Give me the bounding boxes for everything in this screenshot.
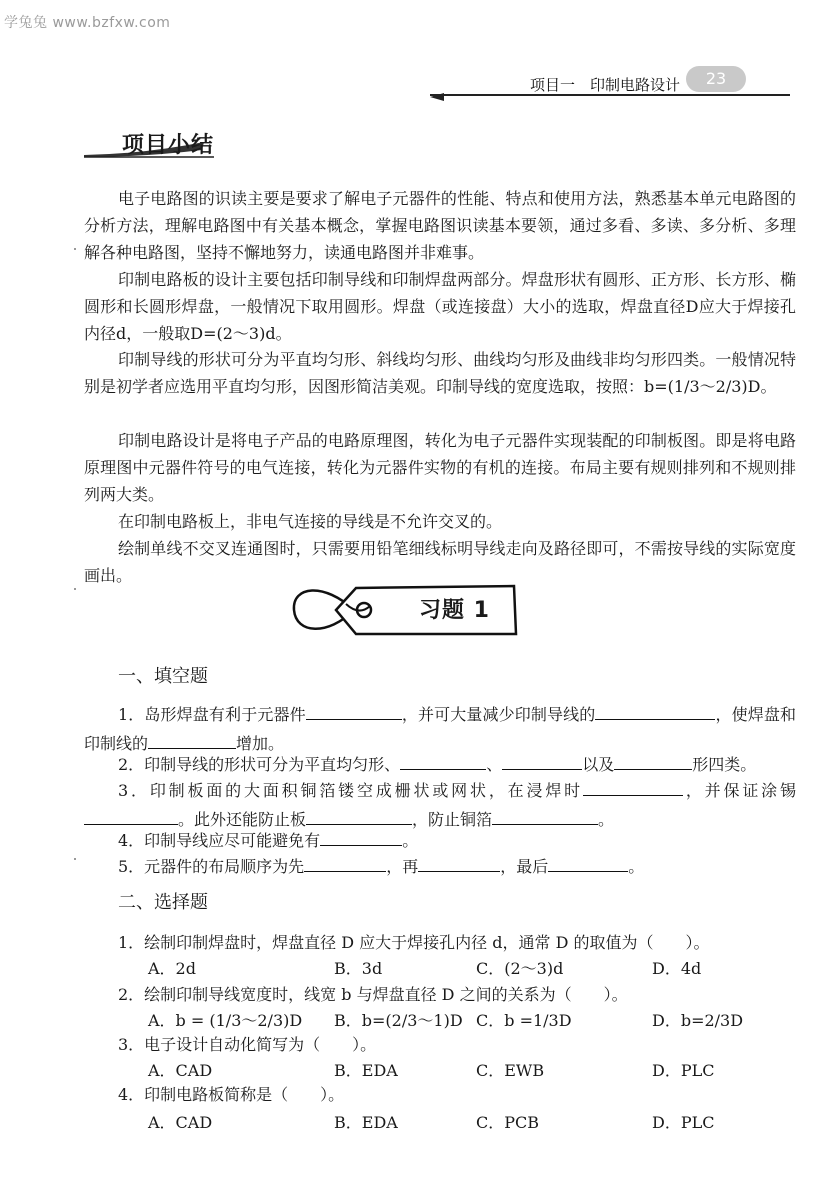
fill-in-question-2 xyxy=(84,750,796,779)
choice-option[interactable]: B．EDA xyxy=(334,1113,398,1132)
page-header xyxy=(430,66,790,100)
summary-title: 项目小结 xyxy=(122,133,215,158)
choice-question-4: 4．印制电路板简称是（ ）。 xyxy=(118,1085,345,1104)
choice-heading: 二、选择题 xyxy=(118,892,208,913)
q3-text-e: 。 xyxy=(598,810,615,829)
q1-text-d: 增加。 xyxy=(236,734,285,753)
answer-blank[interactable] xyxy=(418,855,500,872)
choice-question-3: 3．电子设计自动化简写为（ ）。 xyxy=(118,1035,377,1054)
answer-blank[interactable] xyxy=(306,808,412,825)
q3-text-b: ，并保证涂锡 xyxy=(682,781,796,800)
choice-option[interactable]: C．b =1/3D xyxy=(476,1011,572,1030)
scan-speck xyxy=(74,858,76,860)
answer-blank[interactable] xyxy=(492,808,598,825)
q2-text-c: 以及 xyxy=(582,755,615,774)
q5-text-b: ，再 xyxy=(386,857,419,876)
choice-option[interactable]: B．b=(2/3～1)D xyxy=(334,1011,463,1030)
fill-in-heading: 一、填空题 xyxy=(118,666,208,687)
exercise-title: 习题 1 xyxy=(419,598,490,623)
scan-speck xyxy=(74,248,76,250)
fill-in-question-5 xyxy=(84,852,796,881)
choice-option[interactable]: A．CAD xyxy=(148,1061,213,1080)
answer-blank[interactable] xyxy=(548,855,628,872)
answer-blank[interactable] xyxy=(84,808,178,825)
q5-text-a: 5．元器件的布局顺序为先 xyxy=(118,857,305,876)
summary-paragraph-4: 印制电路设计是将电子产品的电路原理图，转化为电子元器件实现装配的印制板图。即是将电路原理图中元器件符号的电气连接，转化为元器件实物的有机的连接。布局主要有规则排列和不规则排列两大类。 xyxy=(84,431,796,504)
summary-paragraph-5: 在印制电路板上，非电气连接的导线是不允许交叉的。 xyxy=(118,512,503,531)
page-number-badge: 23 xyxy=(686,66,746,92)
summary-paragraph-6: 绘制单线不交叉连通图时，只需要用铅笔细线标明导线走向及路径即可，不需按导线的实际宽度画出。 xyxy=(84,539,796,585)
q3-text-a: 3．印制板面的大面积铜箔镂空成栅状或网状，在浸焊时 xyxy=(118,781,583,800)
q2-text-b: 、 xyxy=(486,755,503,774)
choice-option[interactable]: A．b = (1/3～2/3)D xyxy=(148,1011,303,1030)
choice-option[interactable]: C．PCB xyxy=(476,1113,540,1132)
summary-paragraph-1: 电子电路图的识读主要是要求了解电子元器件的性能、特点和使用方法，熟悉基本单元电路图的分析方法，理解电路图中有关基本概念，掌握电路图识读基本要领，通过多看、多读、多分析、多理解各种电路图，坚持不懈地努力，读通电路图并非难事。 xyxy=(84,189,796,262)
answer-blank[interactable] xyxy=(614,753,692,770)
q1-text-b: ，并可大量减少印制导线的 xyxy=(401,705,596,724)
fill-in-question-4 xyxy=(84,826,796,855)
answer-blank[interactable] xyxy=(502,753,582,770)
summary-paragraph-2: 印制电路板的设计主要包括印制导线和印制焊盘两部分。焊盘形状有圆形、正方形、长方形、椭圆形和长圆形焊盘，一般情况下取用圆形。焊盘（或连接盘）大小的选取，焊盘直径D应大于焊接孔内径d，一般取D=(2～3)d。 xyxy=(84,270,796,343)
answer-blank[interactable] xyxy=(304,855,386,872)
q3-text-c: 。此外还能防止板 xyxy=(178,810,307,829)
answer-blank[interactable] xyxy=(148,732,236,749)
answer-blank[interactable] xyxy=(320,829,402,846)
answer-blank[interactable] xyxy=(400,753,486,770)
answer-blank[interactable] xyxy=(583,779,683,796)
choice-option[interactable]: D．b=2/3D xyxy=(652,1011,744,1030)
q3-text-d: ，防止铜箔 xyxy=(412,810,493,829)
summary-banner xyxy=(84,124,264,160)
answer-blank[interactable] xyxy=(595,703,715,720)
choice-option[interactable]: A．2d xyxy=(148,959,196,978)
choice-option[interactable]: C．EWB xyxy=(476,1061,545,1080)
choice-option[interactable]: B．EDA xyxy=(334,1061,398,1080)
choice-option[interactable]: D．PLC xyxy=(652,1113,715,1132)
q5-text-c: ，最后 xyxy=(500,857,549,876)
watermark: 学兔兔 www.bzfxw.com xyxy=(4,15,171,31)
q4-text-b: 。 xyxy=(402,831,419,850)
scan-speck xyxy=(74,588,76,590)
answer-blank[interactable] xyxy=(306,703,402,720)
q1-text-a: 1．岛形焊盘有利于元器件 xyxy=(118,705,306,724)
q2-text-a: 2．印制导线的形状可分为平直均匀形、 xyxy=(118,755,401,774)
choice-option[interactable]: C．(2～3)d xyxy=(476,959,564,978)
choice-option[interactable]: B．3d xyxy=(334,959,383,978)
choice-option[interactable]: D．PLC xyxy=(652,1061,715,1080)
choice-question-2: 2．绘制印制导线宽度时，线宽 b 与焊盘直径 D 之间的关系为（ ）。 xyxy=(118,985,628,1004)
exercise-tag xyxy=(284,576,524,644)
header-chapter-title: 项目一 印制电路设计 xyxy=(529,76,680,94)
q2-text-d: 形四类。 xyxy=(692,755,757,774)
q4-text-a: 4．印制导线应尽可能避免有 xyxy=(118,831,321,850)
q5-text-d: 。 xyxy=(628,857,645,876)
choice-option[interactable]: D．4d xyxy=(652,959,702,978)
choice-option[interactable]: A．CAD xyxy=(148,1113,213,1132)
summary-paragraph-3: 印制导线的形状可分为平直均匀形、斜线均匀形、曲线均匀形及曲线非均匀形四类。一般情况特别是初学者应选用平直均匀形，因图形简洁美观。印制导线的宽度选取，按照：b=(1/3～2/3)D。 xyxy=(84,350,796,396)
choice-question-1: 1．绘制印制焊盘时，焊盘直径 D 应大于焊接孔内径 d，通常 D 的取值为（ ）。 xyxy=(118,933,710,952)
q1-text-c: ，使焊盘和印制线的 xyxy=(84,705,796,753)
